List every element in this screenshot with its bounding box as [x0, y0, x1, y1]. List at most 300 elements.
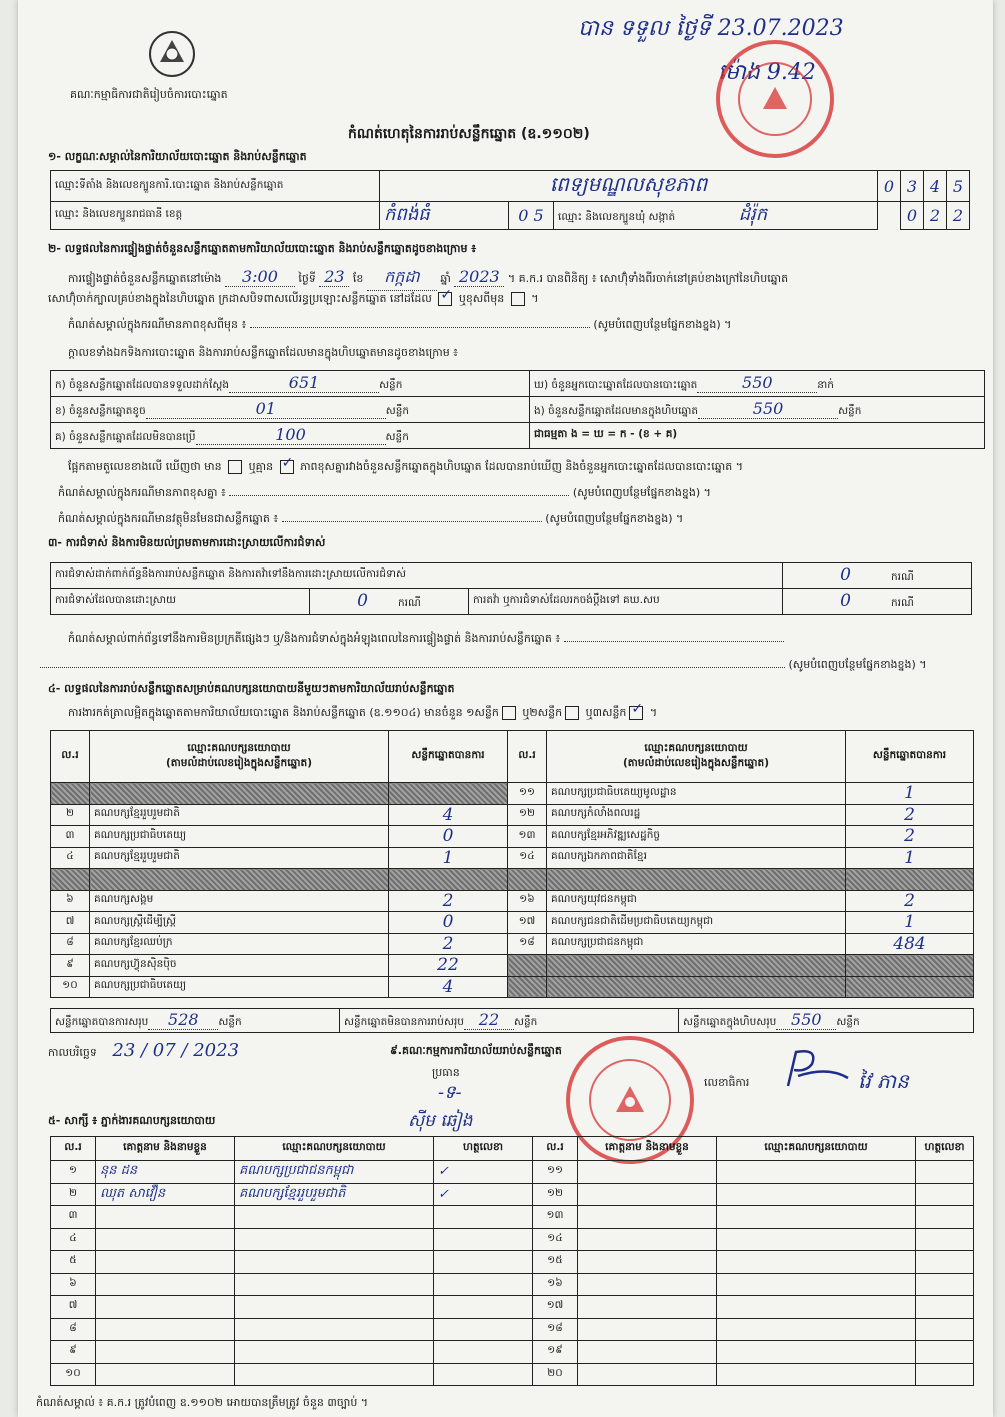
committee-title: ៩.គណៈកម្មការការិយាល័យរាប់សន្លឹកឆ្នោត — [390, 1044, 562, 1057]
w-col-party-right: ឈ្មោះគណបក្សនយោបាយ — [717, 1137, 916, 1161]
row2-label: ឈ្មោះ និងលេខក្បួនរាជធានី ខេត្ត — [51, 202, 380, 230]
witness-row — [51, 1161, 974, 1184]
line3-note: (សូមបំពេញបន្ថែមផ្នែកខាងខ្នង) ។ — [593, 318, 732, 331]
gha-value: 550 — [697, 373, 817, 393]
line7-note: (សូមបំពេញបន្ថែមផ្នែកខាងខ្នង) ។ — [545, 512, 684, 525]
witness-row — [51, 1296, 974, 1319]
witness-no: ៨ — [51, 1318, 96, 1341]
right-votes — [846, 955, 974, 977]
witness-empty-cell — [578, 1206, 717, 1229]
section3-note-line — [68, 632, 784, 648]
ngo-cell — [530, 397, 985, 423]
witness-name — [96, 1228, 235, 1251]
line1-a: ការផ្ទៀងផ្ទាត់ចំនួនសន្លឹកឆ្នោតនៅម៉ោង — [68, 272, 222, 285]
row2-code-b-0: 0 — [901, 202, 924, 230]
witness-no: ១០ — [51, 1363, 96, 1386]
section2-line1 — [68, 266, 978, 291]
left-no: ៤ — [51, 847, 90, 869]
different-checkbox[interactable] — [511, 292, 525, 306]
right-name: គណបក្សខ្មែរអភិវឌ្ឍសេដ្ឋកិច្ច — [547, 826, 846, 848]
results-row — [51, 912, 974, 934]
witness-empty-cell — [578, 1251, 717, 1274]
has-diff-checkbox[interactable] — [228, 460, 242, 474]
left-name — [90, 783, 389, 805]
witness-empty-cell — [916, 1296, 974, 1319]
r2-value-b — [783, 589, 972, 615]
section3-title: ៣- ការជំទាស់ និងការមិនយល់ព្រមតាមការដោះស្រាយលើការជំទាស់ — [48, 536, 326, 549]
time-value: 3:00 — [225, 267, 295, 287]
section2-line6 — [58, 486, 711, 502]
total-label: សន្លឹកឆ្នោតក្នុងហិបសរុប — [683, 1016, 777, 1028]
witness-empty-cell — [916, 1341, 974, 1364]
witness-table — [50, 1136, 974, 1386]
valid-unit: សន្លឹក — [218, 1016, 242, 1028]
col-no-right: ល.រ — [508, 731, 547, 783]
right-name: គណបក្សប្រជាធិបតេយ្យមូលដ្ឋាន — [547, 783, 846, 805]
chair-name: ស៊ីម ឆៀង — [408, 1111, 473, 1131]
right-name: គណបក្សឯកភាពជាតិខ្មែរ — [547, 847, 846, 869]
results-row — [51, 826, 974, 848]
one-sheet-checkbox[interactable] — [502, 706, 516, 720]
witness-empty-cell — [916, 1206, 974, 1229]
count-box — [50, 370, 985, 449]
row2-code-b-2: 2 — [947, 202, 970, 230]
chair-signature: -ទ- — [438, 1082, 462, 1103]
line5-c: ភាពខុសគ្នារវាងចំនួនសន្លឹកឆ្នោតក្នុងហិបឆ្នោត ដែលបានរាប់ឃើញ និងចំនួនអ្នកបោះឆ្នោតដែលបានបោះឆ្នោត ។ — [300, 460, 743, 473]
witness-no-right: ១៩ — [533, 1341, 578, 1364]
line1-e: ។ គ.ក.រ បានពិនិត្យ ៖ សោហ៊ុំទាំងពីរចាក់នៅគ្រប់ខាងក្រៅនៃហិបឆ្នោត — [507, 272, 789, 285]
day-value: 23 — [319, 267, 349, 287]
left-name: គណបក្សប្រជាធិបតេយ្យ — [90, 976, 389, 998]
right-no: ១៦ — [508, 890, 547, 912]
section2-line5 — [68, 460, 743, 476]
results-row — [51, 783, 974, 805]
witness-sign — [434, 1206, 533, 1229]
witness-empty-cell — [916, 1183, 974, 1206]
witness-sign — [434, 1296, 533, 1319]
witness-no: ៤ — [51, 1228, 96, 1251]
left-votes: 2 — [389, 933, 508, 955]
witness-no-right: ១៣ — [533, 1206, 578, 1229]
left-votes: 0 — [389, 826, 508, 848]
left-votes: 0 — [389, 912, 508, 934]
left-name — [90, 869, 389, 891]
ka-unit: សន្លឹក — [379, 379, 403, 391]
row1-label: ឈ្មោះទីតាំង និងលេខក្បួនការិ.បោះឆ្នោត និងរាប់សន្លឹកឆ្នោត — [51, 171, 380, 202]
right-no — [508, 976, 547, 998]
witness-party — [235, 1273, 434, 1296]
line7-text: កំណត់សម្គាល់ក្នុងករណីមានវត្ថុមិនមែនជាសន្លឹកឆ្នោត ៖ — [58, 512, 279, 525]
witness-empty-cell — [578, 1318, 717, 1341]
invalid-label: សន្លឹកឆ្នោតមិនបានការរាប់សរុប — [344, 1016, 464, 1028]
line5-a: ផ្អែកតាមតួលេខខាងលើ ឃើញថា មាន — [68, 460, 222, 473]
results-body — [51, 783, 974, 998]
chair-label: ប្រធាន — [432, 1066, 460, 1079]
document-page — [18, 0, 993, 1417]
witness-empty-cell — [578, 1273, 717, 1296]
handwritten-time: ម៉ោង 9.42 — [718, 60, 816, 85]
right-name: គណបក្សប្រជាជនកម្ពុជា — [547, 933, 846, 955]
left-votes: 4 — [389, 804, 508, 826]
witness-no: ៩ — [51, 1341, 96, 1364]
w-col-name-right: គោត្តនាម និងនាមខ្លួន — [578, 1137, 717, 1161]
ko-cell — [51, 423, 530, 449]
line3-dots — [250, 327, 590, 328]
r1-number: 0 — [840, 565, 851, 585]
right-name — [547, 955, 846, 977]
witness-empty-cell — [916, 1251, 974, 1274]
kha-value: 01 — [146, 399, 386, 419]
w-col-sign-right: ហត្ថលេខា — [916, 1137, 974, 1161]
right-no: ១១ — [508, 783, 547, 805]
results-row — [51, 804, 974, 826]
date-value: 23 / 07 / 2023 — [112, 1040, 240, 1061]
month-value: កក្កដា — [367, 266, 437, 291]
witness-empty-cell — [578, 1363, 717, 1386]
w-col-no-left: ល.រ — [51, 1137, 96, 1161]
r2-label-b: ការតវ៉ា ឬការជំទាស់ដែលរកចង់ប្តឹងទៅ គឃ.សប — [469, 589, 783, 615]
left-no: ៨ — [51, 933, 90, 955]
col-party-left-title: ឈ្មោះគណបក្សនយោបាយ — [187, 741, 291, 754]
date-line — [48, 1040, 239, 1062]
witness-empty-cell — [717, 1161, 916, 1184]
ka-label: ក) ចំនួនសន្លឹកឆ្នោតដែលបានទទួលដាក់ស្តែង — [55, 379, 230, 391]
right-name: គណបក្សយុវជនកម្ពុជា — [547, 890, 846, 912]
total-value: 550 — [776, 1010, 836, 1030]
witness-party: គណបក្សប្រជាជនកម្ពុជា — [235, 1161, 434, 1184]
col-party-right-sub: (តាមលំដាប់លេខរៀងក្នុងសន្លឹកឆ្នោត) — [622, 756, 770, 769]
left-votes: 4 — [389, 976, 508, 998]
section2-title: ២- លទ្ធផលនៃការផ្ទៀងផ្ទាត់ចំនួនសន្លឹកឆ្នោតតាមការិយាល័យបោះឆ្នោត និងរាប់សន្លឹកឆ្នោតដូចខាងក្រោម ៖ — [48, 242, 477, 255]
witness-row — [51, 1228, 974, 1251]
valid-label: សន្លឹកឆ្នោតបានការសរុប — [55, 1016, 149, 1028]
formula: ជាធម្មតា ង = ឃ = ក - (ខ + គ) — [530, 423, 985, 449]
two-sheet-checkbox[interactable] — [565, 706, 579, 720]
right-no — [508, 955, 547, 977]
form-title: កំណត់ហេតុនៃការរាប់សន្លឹកឆ្នោត (ឧ.១១០២) — [348, 126, 590, 142]
witness-empty-cell — [717, 1206, 916, 1229]
left-name: គណបក្សសង្គម — [90, 890, 389, 912]
right-no: ១២ — [508, 804, 547, 826]
witness-row — [51, 1206, 974, 1229]
witness-no-right: ១២ — [533, 1183, 578, 1206]
results-row — [51, 847, 974, 869]
left-no: ៦ — [51, 890, 90, 912]
valid-total — [51, 1009, 340, 1033]
gha-cell — [530, 371, 985, 397]
right-no: ១៨ — [508, 933, 547, 955]
line3-text: កំណត់សម្គាល់ក្នុងករណីមានភាពខុសពីមុន ៖ — [68, 318, 247, 331]
gha-label: ឃ) ចំនួនអ្នកបោះឆ្នោតដែលបានបោះឆ្នោត — [534, 379, 698, 391]
opt2-text: ឬ២សន្លឹក — [522, 706, 563, 719]
left-votes: 2 — [389, 890, 508, 912]
witness-name — [96, 1296, 235, 1319]
witness-body — [51, 1161, 974, 1386]
left-name: គណបក្សខ្មែរឈប់ក្រ — [90, 933, 389, 955]
section5-title: ៥- សាក្សី ៖ ភ្នាក់ងារគណបក្សនយោបាយ — [48, 1114, 216, 1127]
year-value: 2023 — [454, 267, 504, 287]
witness-row — [51, 1318, 974, 1341]
row1-code-2: 4 — [924, 171, 947, 202]
r2-number: 0 — [357, 591, 368, 611]
right-votes: 1 — [846, 912, 974, 934]
witness-party: គណបក្សខ្មែររួបរួមជាតិ — [235, 1183, 434, 1206]
witness-name: នុន ដន — [96, 1161, 235, 1184]
results-row — [51, 955, 974, 977]
note-line2-text: (សូមបំពេញបន្ថែមផ្នែកខាងខ្នង) ។ — [788, 658, 927, 671]
no-diff-checkbox[interactable] — [280, 460, 294, 474]
row1-code-3: 5 — [947, 171, 970, 202]
left-no: ២ — [51, 804, 90, 826]
row2-value: កំពង់ធំ — [380, 202, 509, 230]
row2-code: 0 5 — [509, 202, 554, 230]
witness-no: ៥ — [51, 1251, 96, 1274]
witness-name — [96, 1318, 235, 1341]
right-votes: 2 — [846, 826, 974, 848]
witness-name — [96, 1363, 235, 1386]
row1-code-0: 0 — [878, 171, 901, 202]
left-no: ៧ — [51, 912, 90, 934]
witness-sign — [434, 1251, 533, 1274]
witness-empty-cell — [578, 1183, 717, 1206]
col-no-left: ល.រ — [51, 731, 90, 783]
right-votes: 2 — [846, 804, 974, 826]
ngo-value: 550 — [698, 399, 838, 419]
left-votes: 22 — [389, 955, 508, 977]
section2-line2: សោហ៊ុំចាក់ក្បាលគ្រប់ខាងក្នុងនៃហិបឆ្នោត ក្រដាសបិទពាសលើរន្ធប្រឡោះសន្លឹកឆ្នោត នៅដដែល ✓ ឬខុសពីមុន ។ — [48, 292, 538, 308]
secretary-signature-icon — [778, 1046, 858, 1096]
totals-row — [50, 1008, 974, 1033]
right-no: ១៧ — [508, 912, 547, 934]
emblem-icon — [146, 28, 198, 80]
witness-empty-cell — [916, 1228, 974, 1251]
col-votes-right: សន្លឹកឆ្នោតបានការ — [846, 731, 974, 783]
line7-dots — [282, 521, 542, 522]
note-line2-dots — [40, 667, 785, 668]
commune-label: ឈ្មោះ និងលេខក្បួនឃុំ សង្កាត់ — [558, 211, 676, 223]
r2-value — [310, 589, 469, 615]
w-col-party-left: ឈ្មោះគណបក្សនយោបាយ — [235, 1137, 434, 1161]
left-votes — [389, 869, 508, 891]
witness-sign: ✓ — [434, 1183, 533, 1206]
ngo-unit: សន្លឹក — [838, 405, 862, 417]
row1-value: ពេទ្យមណ្ឌលសុខភាព — [380, 171, 878, 202]
left-no: ៣ — [51, 826, 90, 848]
line6-note: (សូមបំពេញបន្ថែមផ្នែកខាងខ្នង) ។ — [572, 486, 711, 499]
invalid-unit: សន្លឹក — [513, 1016, 538, 1028]
ka-cell — [51, 371, 530, 397]
witness-name — [96, 1251, 235, 1274]
witness-no-right: ១៤ — [533, 1228, 578, 1251]
right-votes: 1 — [846, 783, 974, 805]
r1-value — [783, 563, 972, 589]
witness-no-right: ១៧ — [533, 1296, 578, 1319]
right-votes — [846, 869, 974, 891]
witness-empty-cell — [717, 1318, 916, 1341]
row1-code-1: 3 — [901, 171, 924, 202]
witness-no-right: ១៥ — [533, 1251, 578, 1274]
witness-sign — [434, 1363, 533, 1386]
witness-sign: ✓ — [434, 1161, 533, 1184]
three-sheet-checkbox[interactable] — [629, 706, 643, 720]
left-name: គណបក្សប្រជាធិបតេយ្យ — [90, 826, 389, 848]
left-name: គណបក្សខ្មែររួបរួមជាតិ — [90, 847, 389, 869]
line5-b: ឬគ្មាន — [248, 460, 274, 473]
witness-name: ឈុត សាវឿន — [96, 1183, 235, 1206]
results-row — [51, 869, 974, 891]
witness-empty-cell — [578, 1228, 717, 1251]
r2-unit: ករណី — [398, 597, 421, 609]
line1-b: ថ្ងៃទី — [298, 272, 316, 285]
witness-no: ១ — [51, 1161, 96, 1184]
results-row — [51, 976, 974, 998]
witness-empty-cell — [717, 1228, 916, 1251]
witness-name — [96, 1206, 235, 1229]
witness-no-right: ១៦ — [533, 1273, 578, 1296]
witness-no: ២ — [51, 1183, 96, 1206]
right-no: ១៣ — [508, 826, 547, 848]
section4-intro: ការងារកត់ត្រាលម្អិតក្នុងឆ្នោតតាមការិយាល័យបោះឆ្នោត និងរាប់សន្លឹកឆ្នោត (ឧ.១១០៤) មានចំនួន ១សន្លឹក ឬ២សន្លឹក ឬ៣សន្លឹក✓ ។ — [68, 706, 657, 722]
section2-line7 — [58, 512, 683, 528]
witness-row — [51, 1273, 974, 1296]
witness-party — [235, 1228, 434, 1251]
r1-label: ការជំទាស់ដាក់ពាក់ព័ន្ធនឹងការរាប់សន្លឹកឆ្នោត និងការតវ៉ាទៅនឹងការដោះស្រាយលើការជំទាស់ — [51, 563, 783, 589]
ngo-label: ង) ចំនួនសន្លឹកឆ្នោតដែលមានក្នុងហិបឆ្នោត — [534, 405, 699, 417]
secretary-label: លេខាធិការ — [704, 1076, 750, 1089]
ko-label: គ) ចំនួនសន្លឹកឆ្នោតដែលមិនបានប្រើ — [55, 431, 196, 443]
witness-empty-cell — [717, 1363, 916, 1386]
right-name: គណបក្សជនជាតិដើមប្រជាធិបតេយ្យកម្ពុជា — [547, 912, 846, 934]
col-party-left — [90, 731, 389, 783]
witness-row — [51, 1341, 974, 1364]
right-name — [547, 869, 846, 891]
col-votes-left: សន្លឹកឆ្នោតបានការ — [389, 731, 508, 783]
witness-name — [96, 1341, 235, 1364]
witness-sign — [434, 1228, 533, 1251]
note-line-text: កំណត់សម្គាល់ពាក់ព័ន្ធទៅនឹងការមិនប្រក្រតីផ្សេងៗ ឬ/និងការជំទាស់ក្នុងអំឡុងពេលនៃការផ្ទៀងផ្ទាត់ និងការរាប់សន្លឹកឆ្នោត ៖ — [68, 632, 561, 645]
witness-empty-cell — [717, 1296, 916, 1319]
invalid-value: 22 — [464, 1010, 514, 1030]
witness-party — [235, 1341, 434, 1364]
section2-line3 — [68, 318, 731, 334]
line1-d: ឆ្នាំ — [440, 272, 451, 285]
gha-unit: នាក់ — [817, 379, 834, 391]
section1-title: ១- លក្ខណៈសម្គាល់នៃការិយាល័យបោះឆ្នោត និងរាប់សន្លឹកឆ្នោត — [48, 150, 307, 163]
col-party-right — [547, 731, 846, 783]
witness-no-right: ១៨ — [533, 1318, 578, 1341]
right-name: គណបក្សកំលាំងពលរដ្ឋ — [547, 804, 846, 826]
witness-empty-cell — [717, 1341, 916, 1364]
results-row — [51, 890, 974, 912]
right-votes: 1 — [846, 847, 974, 869]
left-votes — [389, 783, 508, 805]
kha-unit: សន្លឹក — [385, 405, 410, 417]
left-name: គណបក្សស្ត្រីដើម្បីស្ត្រី — [90, 912, 389, 934]
witness-empty-cell — [916, 1363, 974, 1386]
witness-empty-cell — [578, 1296, 717, 1319]
handwritten-received: បាន ទទួល ថ្ងៃទី 23.07.2023 — [578, 16, 844, 41]
w-col-name-left: គោត្តនាម និងនាមខ្លួន — [96, 1137, 235, 1161]
witness-party — [235, 1296, 434, 1319]
left-no: ៩ — [51, 955, 90, 977]
w-col-sign-left: ហត្ថលេខា — [434, 1137, 533, 1161]
results-row — [51, 933, 974, 955]
row2-code-b-1: 2 — [924, 202, 947, 230]
witness-no-right: ២០ — [533, 1363, 578, 1386]
r2-label: ការជំទាស់ដែលបានដោះស្រាយ — [51, 589, 310, 615]
witness-empty-cell — [916, 1318, 974, 1341]
row2-label-b — [554, 202, 878, 230]
witness-no: ៦ — [51, 1273, 96, 1296]
witness-empty-cell — [717, 1251, 916, 1274]
line1-c: ខែ — [352, 272, 364, 285]
same-checkbox[interactable] — [438, 292, 452, 306]
right-no: ១៤ — [508, 847, 547, 869]
commune-value: ដំរ៉ុក — [738, 204, 768, 225]
witness-empty-cell — [578, 1341, 717, 1364]
section1-table — [50, 170, 970, 230]
line2-b: ឬខុសពីមុន — [458, 292, 505, 305]
left-votes: 1 — [389, 847, 508, 869]
intro-text: ការងារកត់ត្រាលម្អិតក្នុងឆ្នោតតាមការិយាល័យបោះឆ្នោត និងរាប់សន្លឹកឆ្នោត (ឧ.១១០៤) មានចំនួន ១សន្លឹក — [68, 706, 499, 719]
valid-value: 528 — [148, 1010, 218, 1030]
witness-empty-cell — [916, 1273, 974, 1296]
witness-party — [235, 1206, 434, 1229]
right-no — [508, 869, 547, 891]
opt3-text: ឬ៣សន្លឹក — [585, 706, 627, 719]
right-votes: 2 — [846, 890, 974, 912]
left-no — [51, 783, 90, 805]
ko-unit: សន្លឹក — [385, 431, 409, 443]
left-name: គណបក្សហ៊្វុនស៊ិនប៉ិច — [90, 955, 389, 977]
invalid-total — [340, 1009, 679, 1033]
r1-unit: ករណី — [891, 571, 914, 583]
witness-empty-cell — [578, 1161, 717, 1184]
w-col-no-right: ល.រ — [533, 1137, 578, 1161]
col-party-left-sub: (តាមលំដាប់លេខរៀងក្នុងសន្លឹកឆ្នោត) — [165, 756, 313, 769]
ko-value: 100 — [196, 425, 386, 445]
right-votes: 484 — [846, 933, 974, 955]
official-stamp-top — [716, 40, 834, 158]
line6-dots — [229, 495, 569, 496]
witness-no: ៣ — [51, 1206, 96, 1229]
section2-line4: ក្តាលខទាំងឯកទិងការបោះឆ្នោត និងការរាប់សន្លឹកឆ្នោតដែលមានក្នុងហិបឆ្នោតមានដូចខាងក្រោម ៖ — [68, 346, 459, 359]
col-party-right-title: ឈ្មោះគណបក្សនយោបាយ — [644, 741, 748, 754]
section4-title: ៤- លទ្ធផលនៃការរាប់សន្លឹកឆ្នោតសម្រាប់គណបក្សនយោបាយនីមួយៗតាមការិយាល័យរាប់សន្លឹកឆ្នោត — [48, 682, 455, 695]
witness-row — [51, 1363, 974, 1386]
ka-value: 651 — [229, 373, 379, 393]
witness-empty-cell — [717, 1183, 916, 1206]
r2b-number: 0 — [840, 591, 851, 611]
witness-empty-cell — [916, 1161, 974, 1184]
objections-table — [50, 562, 972, 615]
date-label: កាលបរិច្ឆេទ — [48, 1046, 97, 1059]
witness-sign — [434, 1341, 533, 1364]
r2b-unit: ករណី — [891, 597, 914, 609]
total-unit: សន្លឹក — [836, 1016, 860, 1028]
witness-no-right: ១១ — [533, 1161, 578, 1184]
right-name — [547, 976, 846, 998]
kha-label: ខ) ចំនួនសន្លឹកឆ្នោតខូច — [55, 405, 146, 417]
left-no — [51, 869, 90, 891]
witness-empty-cell — [717, 1273, 916, 1296]
section3-note-line2 — [40, 658, 927, 674]
kha-cell — [51, 397, 530, 423]
box-total — [679, 1009, 974, 1033]
footnote: កំណត់សម្គាល់ ៖ គ.ក.រ ត្រូវបំពេញ ឧ.១១០២ អោយបានត្រឹមត្រូវ ចំនួន ៣ច្បាប់ ។ — [36, 1396, 369, 1409]
results-table — [50, 730, 974, 998]
commission-name: គណៈកម្មាធិការជាតិរៀបចំការបោះឆ្នោត — [70, 88, 228, 101]
